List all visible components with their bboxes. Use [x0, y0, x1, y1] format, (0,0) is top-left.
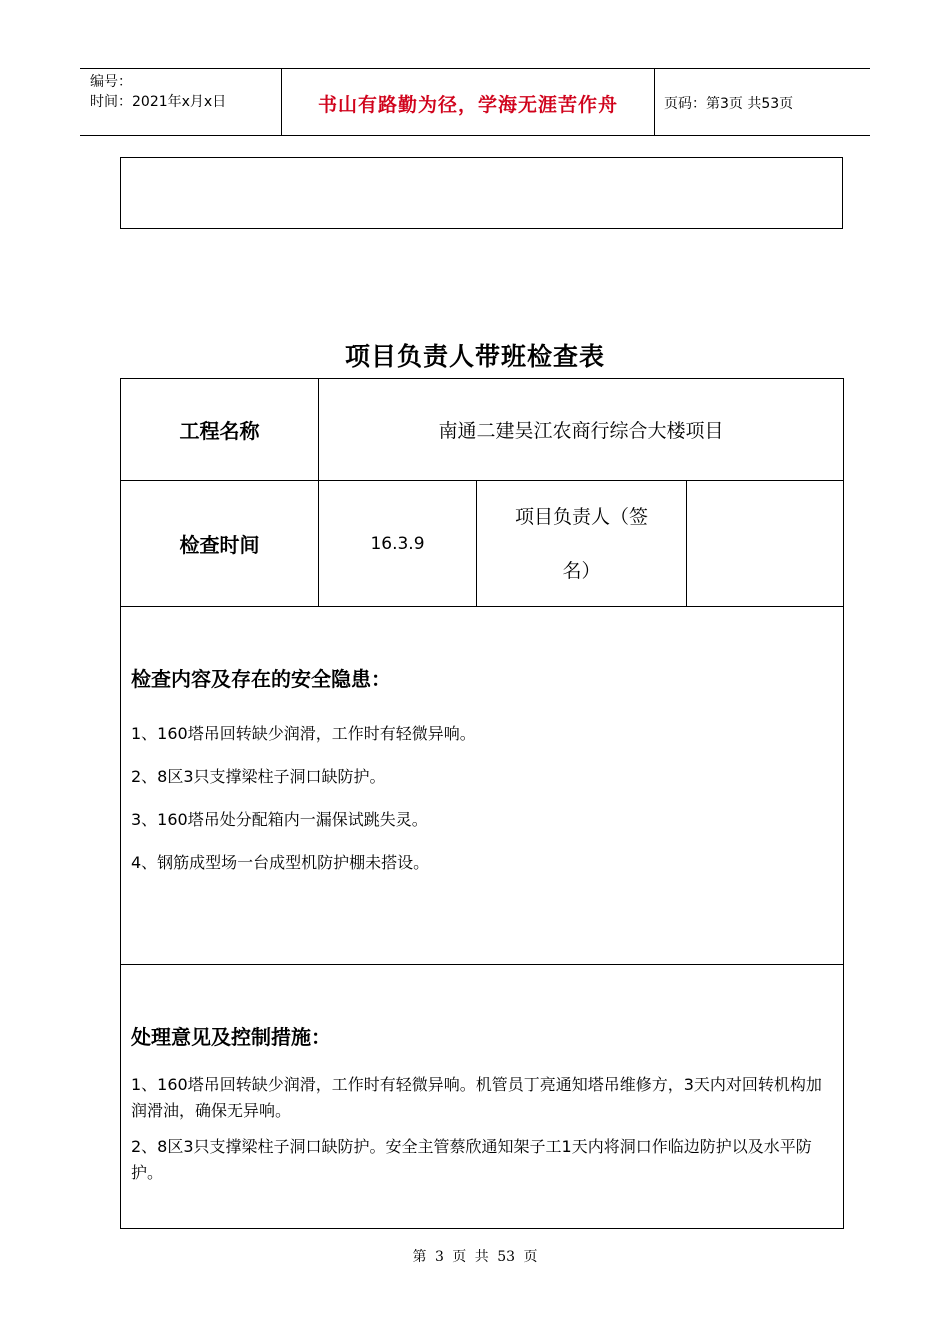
inspection-heading: 检查内容及存在的安全隐患：: [131, 667, 391, 691]
serial-label: 编号：: [90, 74, 132, 90]
inspection-form: [120, 378, 844, 1229]
signer-signature-cell: [687, 481, 844, 607]
header-meta: [90, 72, 226, 112]
form-title: 项目负责人带班检查表: [344, 342, 605, 371]
page-footer: 第 3 页 共 53 页: [412, 1249, 538, 1265]
motto: 书山有路勤为径，学海无涯苦作舟: [317, 94, 618, 116]
project-value: 南通二建吴江农商行综合大楼项目: [319, 379, 844, 481]
signer-label: [477, 481, 687, 607]
inspection-row: [121, 607, 844, 965]
date-label: 时间：2021年x月x日: [90, 94, 227, 110]
check-time-label: 检查时间: [121, 481, 319, 607]
project-label: 工程名称: [121, 379, 319, 481]
measures-item: 1、160塔吊回转缺少润滑，工作时有轻微异响。机管员丁亮通知塔吊维修方，3天内对回转机构加润滑油，确保无异响。: [131, 1075, 822, 1120]
inspection-item: 4、钢筋成型场一台成型机防护棚未搭设。: [131, 853, 430, 872]
header-top-rule: [80, 68, 870, 69]
inspection-item: 3、160塔吊处分配箱内一漏保试跳失灵。: [131, 810, 428, 829]
inspection-cell: [121, 607, 844, 965]
page-info: 页码：第3页 共53页: [664, 96, 794, 112]
signer-label-line1: 项目负责人（签: [514, 505, 648, 528]
header-bottom-rule: [80, 135, 870, 136]
check-time-value: 16.3.9: [319, 481, 477, 607]
project-row: [121, 379, 844, 481]
header-divider-right: [654, 68, 655, 136]
signer-label-line2: 名）: [562, 559, 601, 582]
measures-heading: 处理意见及控制措施：: [131, 1025, 331, 1049]
inspection-item: 2、8区3只支撑梁柱子洞口缺防护。: [131, 767, 386, 786]
continuation-box: [120, 157, 843, 229]
measures-item: 2、8区3只支撑梁柱子洞口缺防护。安全主管蔡欣通知架子工1天内将洞口作临边防护以及水平防护。: [131, 1137, 812, 1182]
measures-row: [121, 965, 844, 1229]
inspection-item: 1、160塔吊回转缺少润滑，工作时有轻微异响。: [131, 724, 476, 743]
measures-cell: [121, 965, 844, 1229]
time-row: [121, 481, 844, 607]
